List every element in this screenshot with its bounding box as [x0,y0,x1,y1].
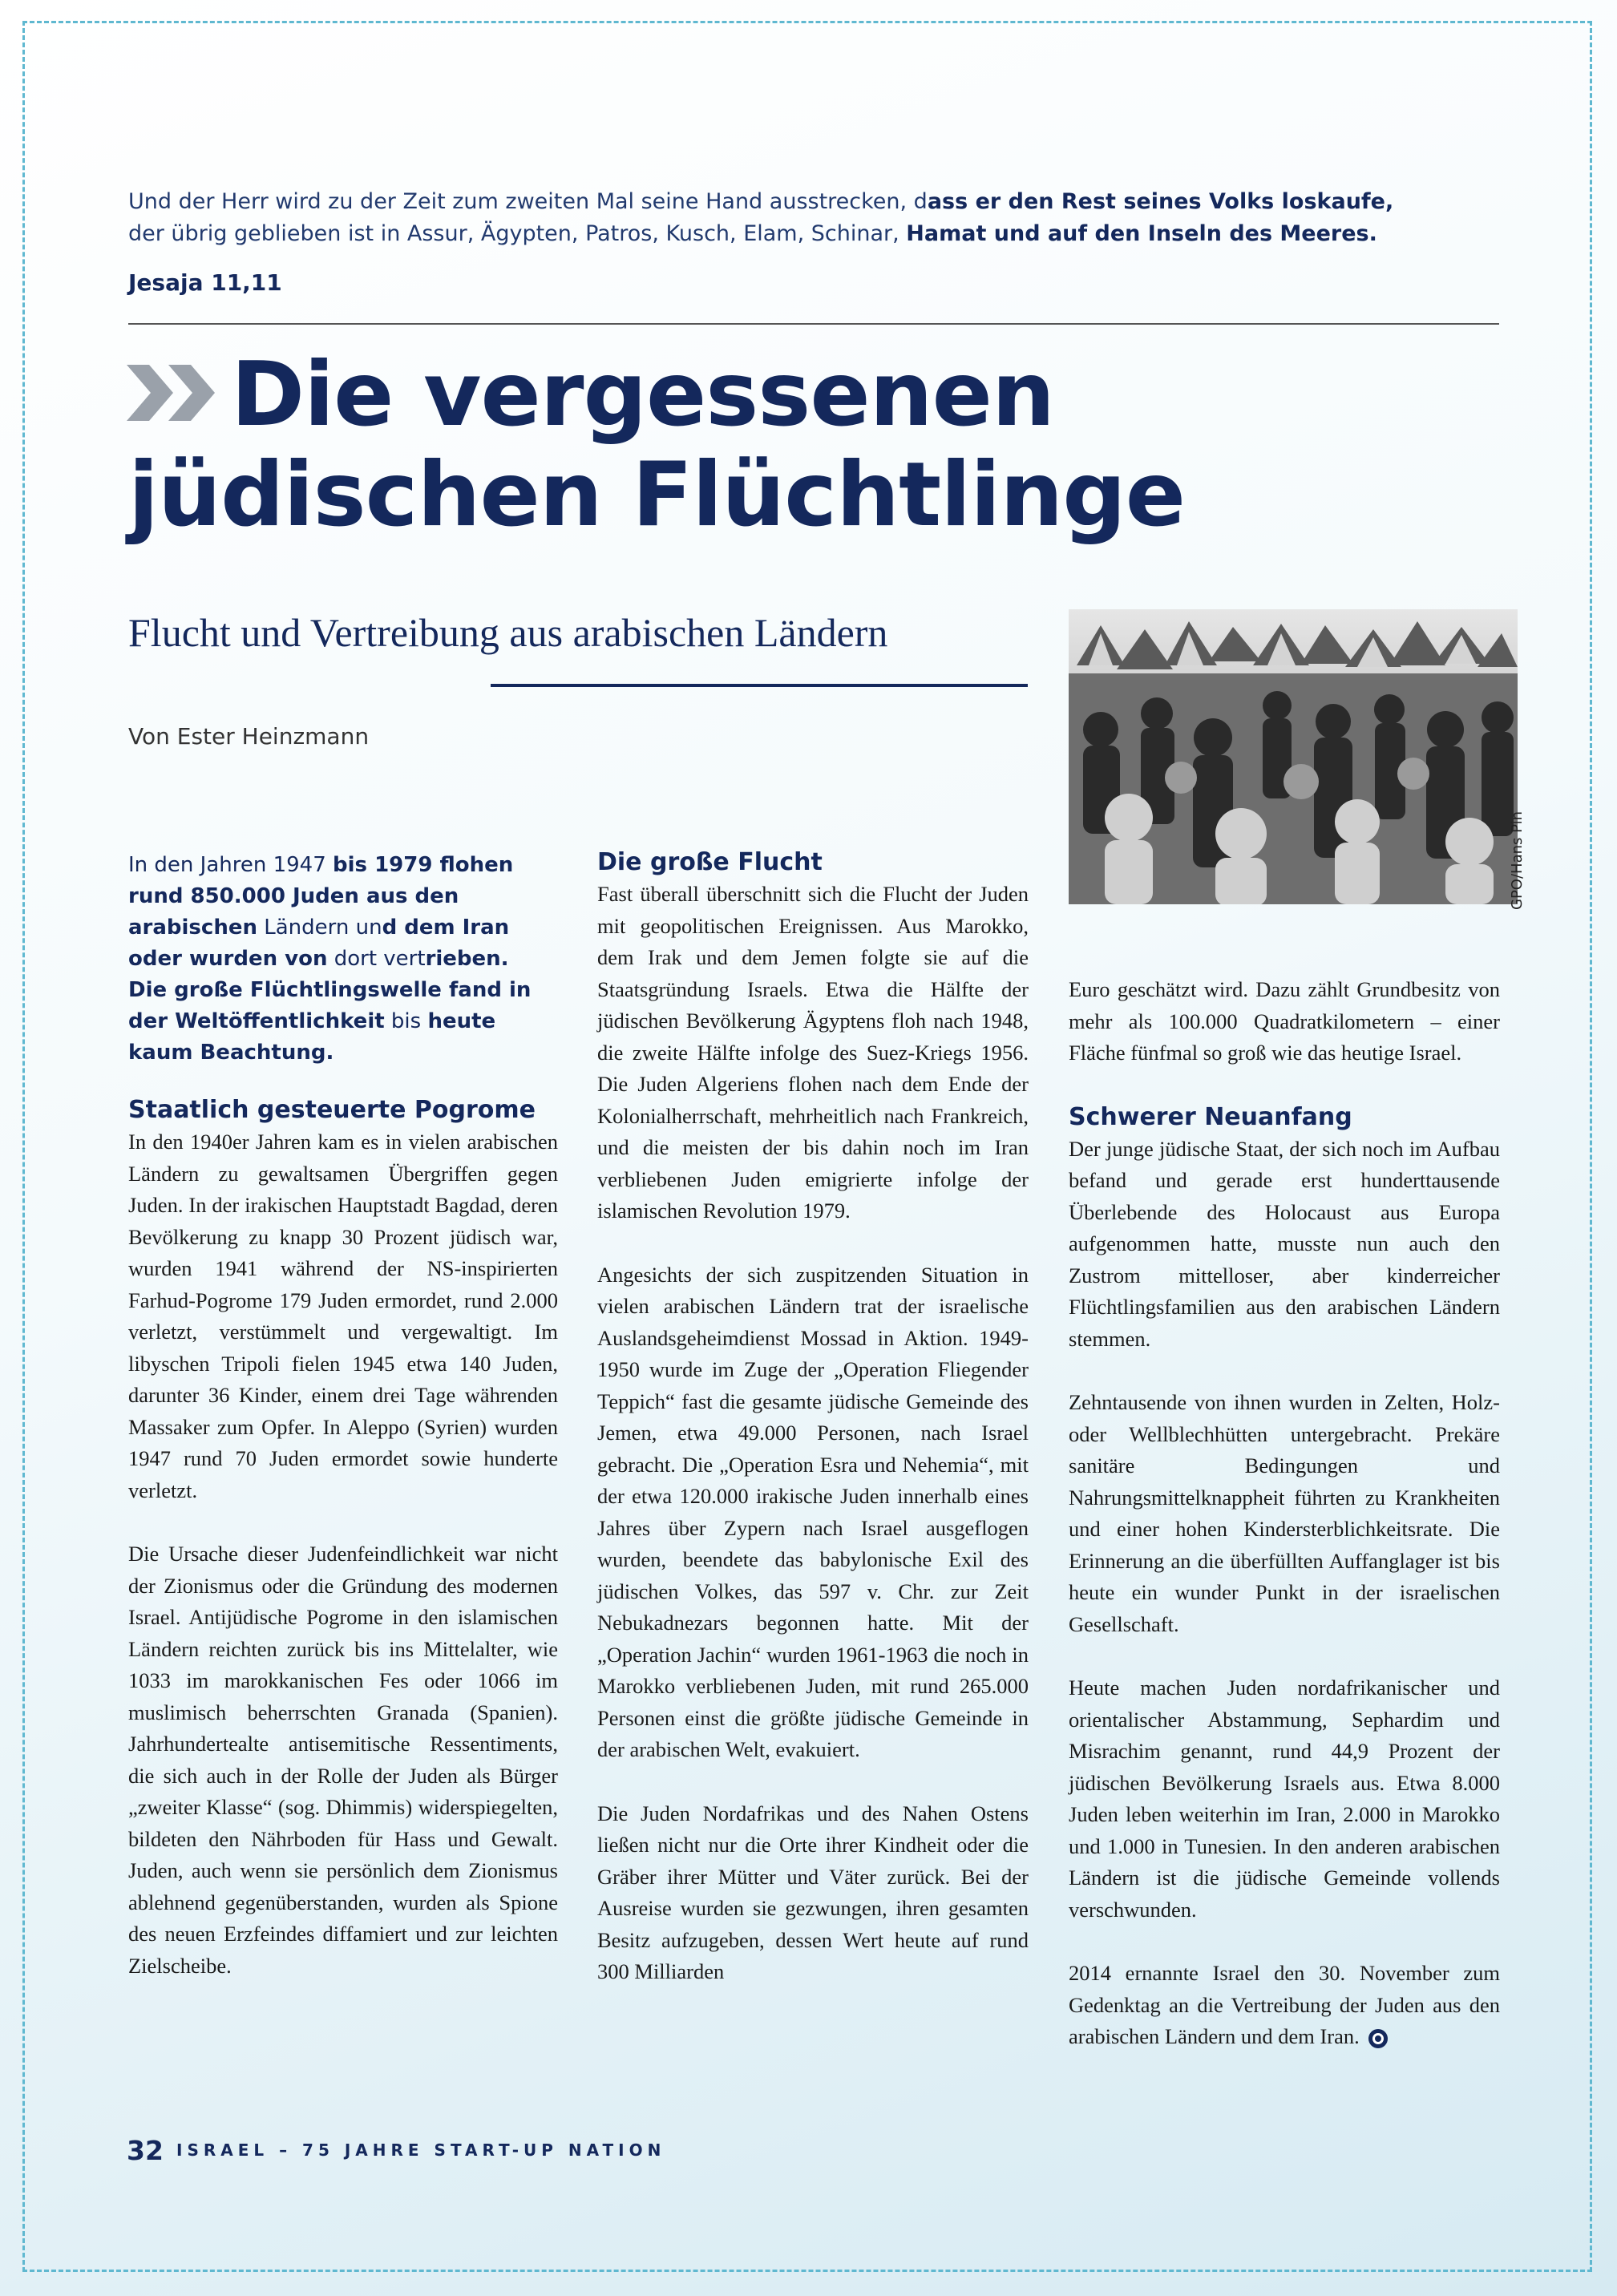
paragraph: Fast überall überschnitt sich die Flucht der Juden mit geopolitischen Ereignissen. Aus Marokko, dem Irak und dem Jemen folgte sie auf die Staatsgründung Israels. Etwa die Hälfte der jüdischen Bevölkerung Ägyptens floh nach 1948, die zweite Hälfte infolge des Suez-Kriegs 1956. Die Juden Algeriens flohen nach dem Ende der Kolonialherrschaft, mehrheitlich nach Frankreich, und die meisten der bis dahin noch im Iran verbliebenen Juden emigrierte infolge der islamischen Revolution 1979. [597,882,1029,1223]
author-byline: Von Ester Heinzmann [128,723,370,750]
subtitle-underline [491,684,1028,687]
lead-text: d dem Iran oder wurden von [128,916,510,971]
publication-title: ISRAEL – 75 JAHRE START-UP NATION [176,2140,666,2160]
page-number: 32 [127,2135,164,2166]
paragraph: Heute machen Juden nordafrikanischer und orientalischer Abstammung, Sephardim und Misrachim genannt, rund 44,9 Prozent der jüdischen Bevölkerung Israels aus. Etwa 8.000 Juden leben weiterhin im Iran, 2.000 in Marokko und 1.000 in Tunesien. In den anderen arabischen Ländern ist die jüdische Gemeinde vollends verschwunden. [1069,1676,1500,1922]
lead-text: dort vert [327,947,426,971]
title-line-2: jüdischen Flüchtlinge [128,443,1186,547]
lead-text: Ländern un [257,916,382,940]
paragraph: Angesichts der sich zuspitzenden Situation in vielen arabischen Ländern trat der israelische Auslandsgeheimdienst Mossad in Aktion. 1949-1950 wurde im Zuge der „Operation Fliegender Teppich“ fast die gesamte jüdische Gemeinde des Jemen, etwa 49.000 Personen, nach Israel gebracht. Die „Operation Esra und Nehemia“, mit der etwa 120.000 irakische Juden innerhalb eines Jahres über Zypern nach Israel ausgeflogen wurden, beendete das babylonische Exil des jüdischen Volkes, das 597 v. Chr. zur Zeit Nebukadnezars begonnen hatte. Mit der „Operation Jachin“ wurden 1961-1963 die noch in Marokko verbliebenen Juden, mit rund 265.000 Personen einst die größte jüdische Gemeinde in der arabischen Welt, evakuiert. [597,1262,1029,1761]
paragraph: Die Ursache dieser Judenfeindlichkeit war nicht der Zionismus oder die Gründung des modernen Israel. Antijüdische Pogrome in den islamischen Ländern reichten zurück bis ins Mittelalter, wie 1033 im marokkanischen Fes oder 1066 im muslimisch beherrschten Granada (Spanien). Jahrhundertealte antisemitische Ressentiments, die sich auch in der Rolle der Juden als Bürger „zweiter Klasse“ (sog. Dhimmis) widerspiegelten, bildeten den Nährboden für Hass und Gewalt. Juden, auch wenn sie persönlich dem Zionismus ablehnend gegenüberstanden, wurden als Spione des neuen Erzfeindes diffamiert und zur leichten Zielscheibe. [128,1542,558,1978]
divider-rule [128,323,1499,325]
paragraph-text: 2014 ernannte Israel den 30. November zum Gedenktag an die Vertreibung der Juden aus den arabischen Ländern und dem Iran. [1069,1961,1500,2048]
paragraph: Zehntausende von ihnen wurden in Zelten, Holz- oder Wellblechhütten untergebracht. Prekäre sanitäre Bedingungen und Nahrungsmittelknappheit führten zu Krankheiten und einer hohen Kindersterblichkeitsrate. Die Erinnerung an die überfüllten Auffanglager ist bis heute ein wunder Punkt in der israelischen Gesellschaft. [1069,1390,1500,1636]
article-column-1 [128,1094,558,2014]
quote-reference: Jesaja 11,11 [128,269,282,296]
paragraph: Die Juden Nordafrikas und des Nahen Ostens ließen nicht nur die Orte ihrer Kindheit oder die Gräber ihrer Mütter und Väter zurück. Bei der Ausreise wurden sie gezwungen, ihren gesamten Besitz aufzugeben, dessen Wert heute auf rund 300 Milliarden [597,1801,1029,1983]
quote-line2-plain: der übrig geblieben ist in Assur, Ägypten, Patros, Kusch, Elam, Schinar, [128,221,907,246]
lead-text: bis [384,1009,428,1033]
closing-paragraph [1069,1958,1500,2053]
quote-line1-plain: Und der Herr wird zu der Zeit zum zweiten Mal seine Hand ausstrecken, d [128,189,928,214]
subtitle: Flucht und Vertreibung aus arabischen Ländern [128,610,888,655]
page-title [128,345,1491,545]
lead-text: heute kaum Beachtung. [128,1009,496,1065]
photo-credit: GPO/Hans Pin [1509,811,1526,910]
lead-paragraph [128,850,545,1069]
lead-text: In den Jahren 1947 [128,853,334,877]
bible-quote [128,186,1507,250]
paragraph: In den 1940er Jahren kam es in vielen arabischen Ländern zu gewaltsamen Übergriffen gegen Juden. In der irakischen Hauptstadt Bagdad, deren Bevölkerung zu knapp 30 Prozent jüdisch war, wurden 1941 während der NS-inspirierten Farhud-Pogrome 179 Juden ermordet, rund 2.000 verletzt, verstümmelt und vergewaltigt. Im libyschen Tripoli fielen 1945 etwa 140 Juden, darunter 36 Kinder, einem drei Tage währenden Massaker zum Opfer. In Aleppo (Syrien) wurden 1947 rund 70 Juden ermordet sowie hunderte verletzt. [128,1130,558,1502]
refugee-camp-photo [1069,609,1518,904]
end-of-article-icon [1368,2028,1389,2049]
lead-text: bis 1979 flohen rund 850.000 Juden aus den arabischen [128,853,514,940]
lead-text: rieben. Die große Flüchtlingswelle fand in der Weltöffentlichkeit [128,947,532,1033]
paragraph: Euro geschätzt wird. Dazu zählt Grundbesitz von mehr als 100.000 Quadratkilometern – einer Fläche fünfmal so groß wie das heutige Israel. [1069,977,1500,1065]
section-heading: Staatlich gesteuerte Pogrome [128,1096,536,1124]
article-column-2 [597,847,1029,2020]
title-line-1: Die vergessenen [231,343,1054,447]
quote-line2-bold: Hamat und auf den Inseln des Meeres. [906,221,1377,246]
article-column-3 [1069,974,1500,2053]
quote-line1-bold: ass er den Rest seines Volks loskaufe, [927,189,1394,214]
section-heading: Die große Flucht [597,848,823,876]
section-heading: Schwerer Neuanfang [1069,1102,1352,1131]
paragraph: Der junge jüdische Staat, der sich noch im Aufbau befand und gerade erst hunderttausende Überlebende des Holocaust aus Europa aufgenommen hatte, musste nun auch den Zustrom mittelloser, aber kinderreicher Flüchtlingsfamilien aus den arabischen Ländern stemmen. [1069,1136,1500,1351]
